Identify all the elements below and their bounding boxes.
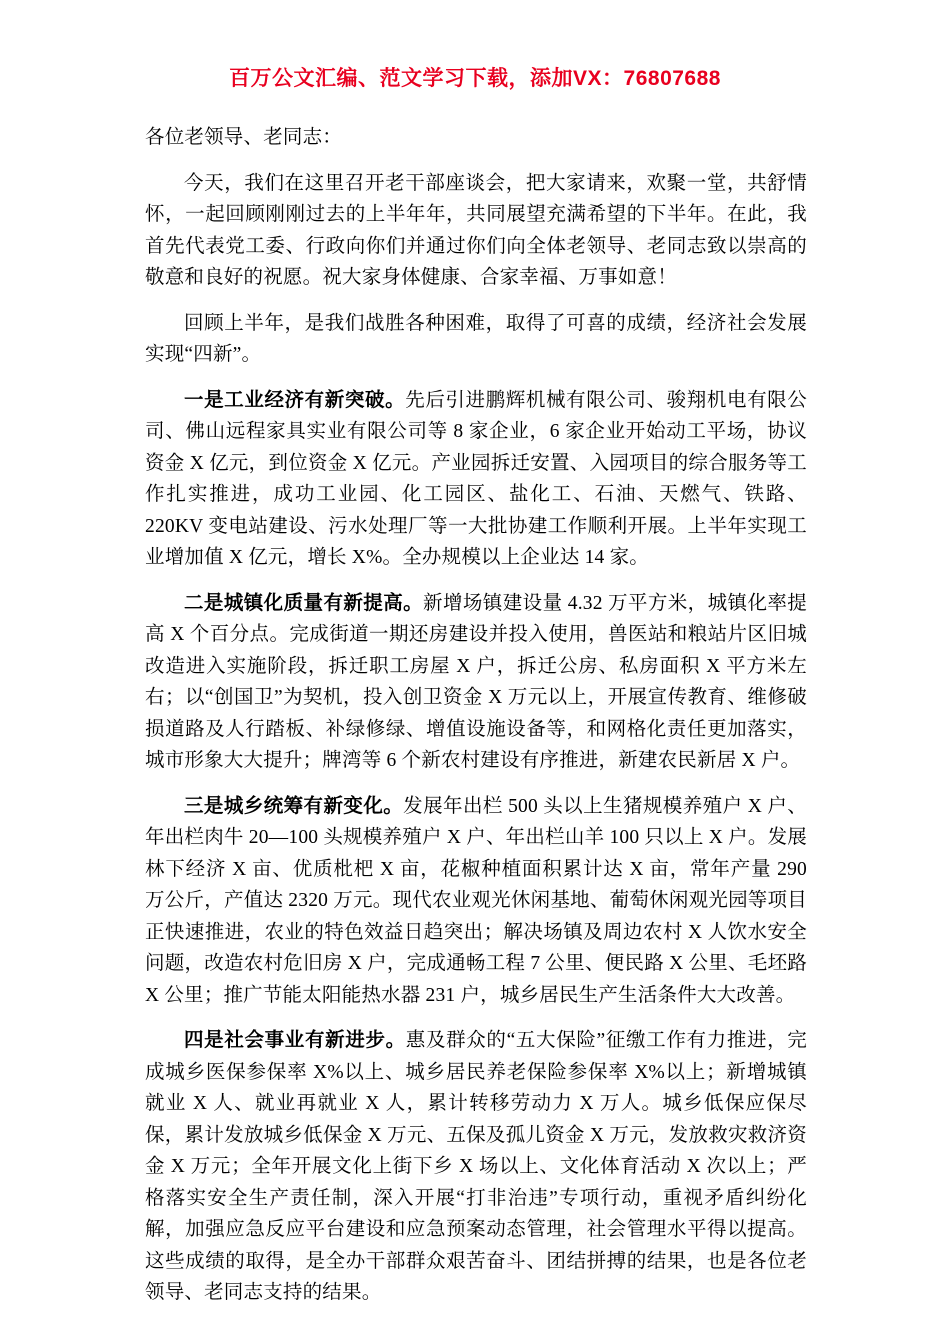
review-text: 回顾上半年，是我们战胜各种困难，取得了可喜的成绩，经济社会发展实现“四新”。 — [145, 312, 807, 365]
point-four-lead: 四是社会事业有新进步。 — [184, 1030, 406, 1051]
point-three-text: 发展年出栏 500 头以上生猪规模养殖户 X 户、年出栏肉牛 20—100 头规模养殖户 X 户、年出栏山羊 100 只以上 X 户。发展林下经济 X 亩、优质枇杷 X 亩，花椒种植面积累计达 X 亩，常年产量 290 万公斤，产值达 2320 万元。现代农业观光休闲基地、葡萄休闲观光园等项目正快速推进，农业的特色效益日趋突出；解决场镇及周边农村 X 人饮水安全问题，改造农村危旧房 X 户，完成通畅工程 7 公里、便民路 X 公里、毛坯路 X 公里；推广节能太阳能热水器 231 户，城乡居民生产生活条件大大改善。 — [145, 795, 807, 1006]
point-three-lead: 三是城乡统筹有新变化。 — [184, 795, 404, 817]
paragraph-point-two — [145, 588, 807, 777]
promo-banner: 百万公文汇编、范文学习下载，添加VX：76807688 — [229, 67, 721, 90]
paragraph-point-one — [145, 385, 807, 574]
salutation-text: 各位老领导、老同志： — [145, 127, 343, 148]
document-body — [145, 122, 807, 1323]
point-four-text: 惠及群众的“五大保险”征缴工作有力推进，完成城乡医保参保率 X%以上、城乡居民养老保险参保率 X%以上；新增城镇就业 X 人、就业再就业 X 人，累计转移劳动力 X 万人。城乡低保应保尽保，累计发放城乡低保金 X 万元、五保及孤儿资金 X 万元，发放救灾救济资金 X 万元；全年开展文化上街下乡 X 场以上、文化体育活动 X 次以上；严格落实安全生产责任制，深入开展“打非治违”专项行动，重视矛盾纠纷化解，加强应急反应平台建设和应急预案动态管理，社会管理水平得以提高。这些成绩的取得，是全办干部群众艰苦奋斗、团结拼搏的结果，也是各位老领导、老同志支持的结果。 — [145, 1030, 808, 1303]
paragraph-review — [145, 308, 807, 371]
opening-text: 今天，我们在这里召开老干部座谈会，把大家请来，欢聚一堂，共舒情怀，一起回顾刚刚过去的上半年年，共同展望充满希望的下半年。在此，我首先代表党工委、行政向你们并通过你们向全体老领导、老同志致以崇高的敬意和良好的祝愿。祝大家身体健康、合家幸福、万事如意！ — [145, 172, 807, 288]
point-one-text: 先后引进鹏辉机械有限公司、骏翔机电有限公司、佛山远程家具实业有限公司等 8 家企业，6 家企业开始动工平场，协议资金 X 亿元，到位资金 X 亿元。产业园拆迁安置、入园项目的综合服务等工作扎实推进，成功工业园、化工园区、盐化工、石油、天燃气、铁路、220KV 变电站建设、污水处理厂等一大批协建工作顺利开展。上半年实现工业增加值 X 亿元，增长 X%。全办规模以上企业达 14 家。 — [145, 389, 807, 568]
point-one-lead: 一是工业经济有新突破。 — [184, 389, 406, 411]
paragraph-point-four — [145, 1025, 807, 1309]
paragraph-opening — [145, 168, 807, 294]
paragraph-salutation — [145, 122, 807, 154]
paragraph-point-three — [145, 791, 807, 1012]
point-two-text: 新增场镇建设量 4.32 万平方米，城镇化率提高 X 个百分点。完成街道一期还房建设并投入使用，兽医站和粮站片区旧城改造进入实施阶段，拆迁职工房屋 X 户，拆迁公房、私房面积 X 平方米左右；以“创国卫”为契机，投入创卫资金 X 万元以上，开展宣传教育、维修破损道路及人行踏板、补绿修绿、增值设施设备等，和网格化责任更加落实，城市形象大大提升；牌湾等 6 个新农村建设有序推进，新建农民新居 X 户。 — [145, 592, 807, 771]
point-two-lead: 二是城镇化质量有新提高。 — [184, 592, 424, 614]
